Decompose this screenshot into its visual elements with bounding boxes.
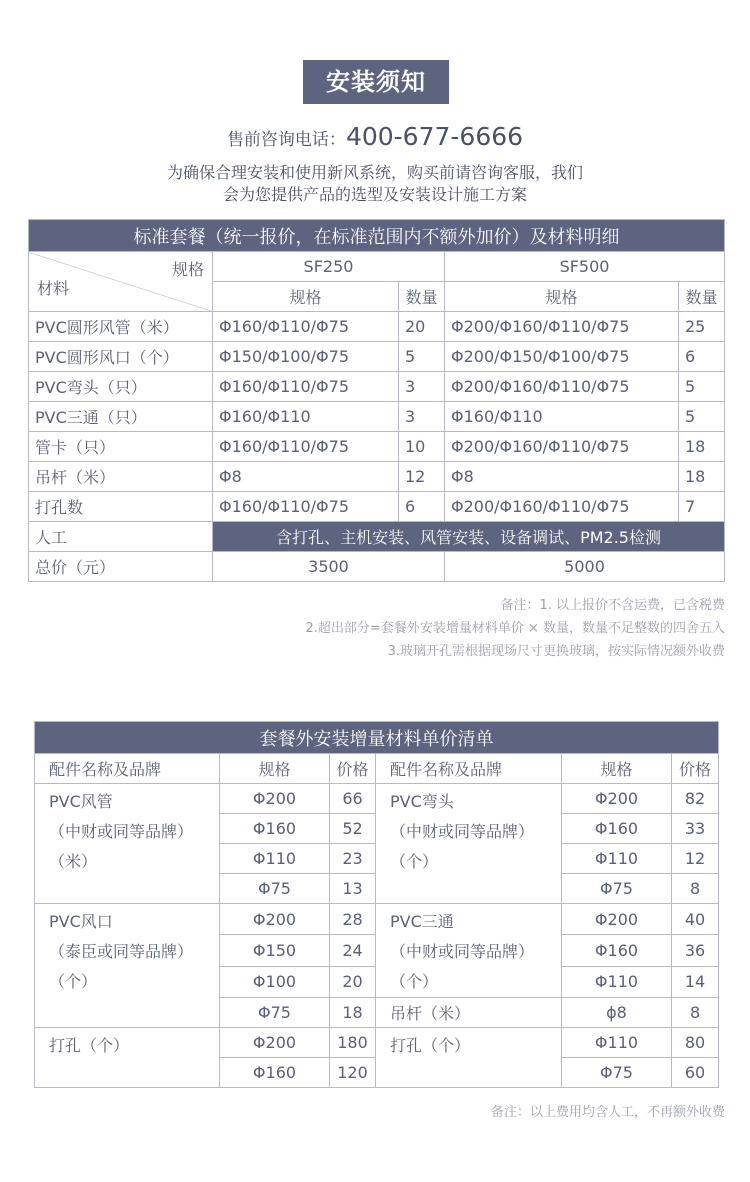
- sf500-spec-cell: Φ200/Φ150/Φ100/Φ75: [445, 342, 679, 372]
- sf500-qty-cell: 25: [679, 312, 725, 342]
- right-spec-cell: Φ110: [562, 966, 672, 997]
- sf500-qty-cell: 18: [679, 462, 725, 492]
- material-name-cell: PVC三通（只）: [29, 402, 213, 432]
- sf250-spec-header: 规格: [213, 282, 399, 312]
- left-spec-cell: Φ200: [220, 904, 330, 935]
- left-spec-cell: Φ75: [220, 874, 330, 904]
- table-row: [29, 372, 725, 402]
- table-row: [29, 342, 725, 372]
- note-3: 3.玻璃开孔需根据现场尺寸更换玻璃，按实际情况额外收费: [387, 644, 725, 659]
- part-name-line: （米）: [49, 852, 98, 871]
- sf500-spec-cell: Φ200/Φ160/Φ110/Φ75: [445, 372, 679, 402]
- material-name-cell: 打孔数: [29, 492, 213, 522]
- right-part-name: [376, 904, 562, 998]
- corner-spec-label: 规格: [171, 260, 204, 279]
- sf250-qty-cell: 10: [399, 432, 445, 462]
- model-sf250-header: SF250: [213, 252, 445, 282]
- table-row: [29, 312, 725, 342]
- part-name-line: （泰臣或同等品牌）: [49, 942, 194, 961]
- table-row: [35, 1028, 719, 1058]
- right-price-cell: 80: [672, 1028, 719, 1058]
- intro-line-1: 为确保合理安装和使用新风系统，购买前请咨询客服，我们: [166, 163, 583, 182]
- note-2: 2.超出部分=套餐外安装增量材料单价 × 数量，数量不足整数的四舍五入: [305, 621, 725, 636]
- sf250-qty-cell: 3: [399, 402, 445, 432]
- right-extra-price: 8: [672, 998, 719, 1028]
- part-name-line: （个）: [390, 852, 439, 871]
- material-name-cell: PVC弯头（只）: [29, 372, 213, 402]
- part-name-line: （中财或同等品牌）: [390, 822, 535, 841]
- part-name-line: 打孔（个）: [49, 1036, 130, 1055]
- left-spec-cell: Φ75: [220, 998, 330, 1028]
- sf500-qty-header: 数量: [679, 282, 725, 312]
- page-title: 安装须知: [303, 60, 449, 104]
- left-spec-header: 规格: [220, 754, 330, 784]
- right-spec-cell: Φ160: [562, 814, 672, 844]
- sf250-qty-cell: 20: [399, 312, 445, 342]
- left-price-cell: 52: [330, 814, 376, 844]
- left-price-cell: 24: [330, 935, 376, 966]
- note-1: 备注：1. 以上报价不含运费，已含税费: [500, 598, 725, 613]
- sf250-spec-cell: Φ160/Φ110/Φ75: [213, 312, 399, 342]
- left-price-cell: 28: [330, 904, 376, 935]
- corner-material-label: 材料: [37, 279, 70, 298]
- left-spec-cell: Φ160: [220, 814, 330, 844]
- table1-corner: [29, 252, 213, 312]
- right-spec-cell: Φ200: [562, 904, 672, 935]
- sf250-spec-cell: Φ160/Φ110: [213, 402, 399, 432]
- table-row: [29, 402, 725, 432]
- labor-label: 人工: [29, 522, 213, 552]
- sf500-qty-cell: 18: [679, 432, 725, 462]
- sf250-spec-cell: Φ160/Φ110/Φ75: [213, 372, 399, 402]
- phone-line: [0, 122, 750, 151]
- note-bottom: 备注：以上费用均含人工，不再额外收费: [490, 1105, 725, 1120]
- sf250-spec-cell: Φ160/Φ110/Φ75: [213, 492, 399, 522]
- sf500-qty-cell: 7: [679, 492, 725, 522]
- left-price-cell: 180: [330, 1028, 376, 1058]
- left-spec-cell: Φ110: [220, 844, 330, 874]
- left-spec-cell: Φ100: [220, 966, 330, 997]
- table-row: [29, 432, 725, 462]
- sf500-spec-cell: Φ8: [445, 462, 679, 492]
- right-price-cell: 40: [672, 904, 719, 935]
- table2-caption: 套餐外安装增量材料单价清单: [35, 722, 719, 754]
- right-price-cell: 8: [672, 874, 719, 904]
- total-sf500: 5000: [445, 552, 725, 582]
- phone-number[interactable]: 400-677-6666: [345, 122, 524, 151]
- table-row: [29, 462, 725, 492]
- left-price-cell: 23: [330, 844, 376, 874]
- left-price-cell: 20: [330, 966, 376, 997]
- part-name-line: PVC三通: [390, 912, 454, 931]
- sf500-spec-cell: Φ160/Φ110: [445, 402, 679, 432]
- right-price-cell: 82: [672, 784, 719, 814]
- right-extra-name: 吊杆（米）: [376, 998, 562, 1028]
- table-row: [35, 904, 719, 935]
- material-name-cell: 吊杆（米）: [29, 462, 213, 492]
- sf500-qty-cell: 5: [679, 402, 725, 432]
- sf250-qty-cell: 6: [399, 492, 445, 522]
- right-price-cell: 33: [672, 814, 719, 844]
- sf500-spec-cell: Φ200/Φ160/Φ110/Φ75: [445, 492, 679, 522]
- left-spec-cell: Φ200: [220, 784, 330, 814]
- left-spec-cell: Φ160: [220, 1058, 330, 1088]
- left-price-cell: 66: [330, 784, 376, 814]
- sf250-qty-header: 数量: [399, 282, 445, 312]
- left-spec-cell: Φ150: [220, 935, 330, 966]
- part-name-line: （个）: [49, 972, 98, 991]
- part-name-line: （中财或同等品牌）: [390, 942, 535, 961]
- material-name-cell: PVC圆形风管（米）: [29, 312, 213, 342]
- right-part-name: [376, 784, 562, 904]
- table-row: [35, 784, 719, 814]
- left-price-header: 价格: [330, 754, 376, 784]
- total-label: 总价（元）: [29, 552, 213, 582]
- part-name-line: （中财或同等品牌）: [49, 822, 194, 841]
- right-spec-cell: Φ200: [562, 784, 672, 814]
- model-sf500-header: SF500: [445, 252, 725, 282]
- sf250-qty-cell: 12: [399, 462, 445, 492]
- sf250-spec-cell: Φ8: [213, 462, 399, 492]
- part-name-line: 打孔（个）: [390, 1036, 471, 1055]
- table1-caption: 标准套餐（统一报价，在标准范围内不额外加价）及材料明细: [29, 220, 725, 252]
- right-price-cell: 12: [672, 844, 719, 874]
- left-name-header: 配件名称及品牌: [35, 754, 220, 784]
- right-price-cell: 36: [672, 935, 719, 966]
- left-price-cell: 18: [330, 998, 376, 1028]
- sf250-spec-cell: Φ160/Φ110/Φ75: [213, 432, 399, 462]
- right-spec-cell: Φ75: [562, 874, 672, 904]
- right-spec-cell: Φ110: [562, 844, 672, 874]
- left-part-name: [35, 1028, 220, 1088]
- sf500-qty-cell: 5: [679, 372, 725, 402]
- left-part-name: [35, 784, 220, 904]
- left-price-cell: 120: [330, 1058, 376, 1088]
- material-name-cell: 管卡（只）: [29, 432, 213, 462]
- sf500-spec-header: 规格: [445, 282, 679, 312]
- right-price-cell: 60: [672, 1058, 719, 1088]
- part-name-line: PVC弯头: [390, 792, 454, 811]
- left-price-cell: 13: [330, 874, 376, 904]
- right-spec-cell: Φ75: [562, 1058, 672, 1088]
- left-spec-cell: Φ200: [220, 1028, 330, 1058]
- labor-value: 含打孔、主机安装、风管安装、设备调试、PM2.5检测: [213, 522, 725, 552]
- right-price-cell: 14: [672, 966, 719, 997]
- right-part-name: [376, 1028, 562, 1088]
- sf250-qty-cell: 5: [399, 342, 445, 372]
- part-name-line: PVC风口: [49, 912, 113, 931]
- part-name-line: PVC风管: [49, 792, 113, 811]
- right-extra-spec: ϕ8: [562, 998, 672, 1028]
- sf250-spec-cell: Φ150/Φ100/Φ75: [213, 342, 399, 372]
- standard-package-table: [28, 219, 725, 582]
- material-name-cell: PVC圆形风口（个）: [29, 342, 213, 372]
- sf250-qty-cell: 3: [399, 372, 445, 402]
- table-row: [29, 492, 725, 522]
- right-spec-cell: Φ110: [562, 1028, 672, 1058]
- sf500-qty-cell: 6: [679, 342, 725, 372]
- right-spec-header: 规格: [562, 754, 672, 784]
- phone-label: 售前咨询电话：: [226, 130, 346, 150]
- sf500-spec-cell: Φ200/Φ160/Φ110/Φ75: [445, 312, 679, 342]
- right-name-header: 配件名称及品牌: [376, 754, 562, 784]
- intro-line-2: 会为您提供产品的选型及安装设计施工方案: [222, 185, 527, 204]
- left-part-name: [35, 904, 220, 1028]
- extra-materials-table: [34, 721, 719, 1088]
- total-sf250: 3500: [213, 552, 445, 582]
- right-spec-cell: Φ160: [562, 935, 672, 966]
- part-name-line: （个）: [390, 972, 439, 991]
- sf500-spec-cell: Φ200/Φ160/Φ110/Φ75: [445, 432, 679, 462]
- right-price-header: 价格: [672, 754, 719, 784]
